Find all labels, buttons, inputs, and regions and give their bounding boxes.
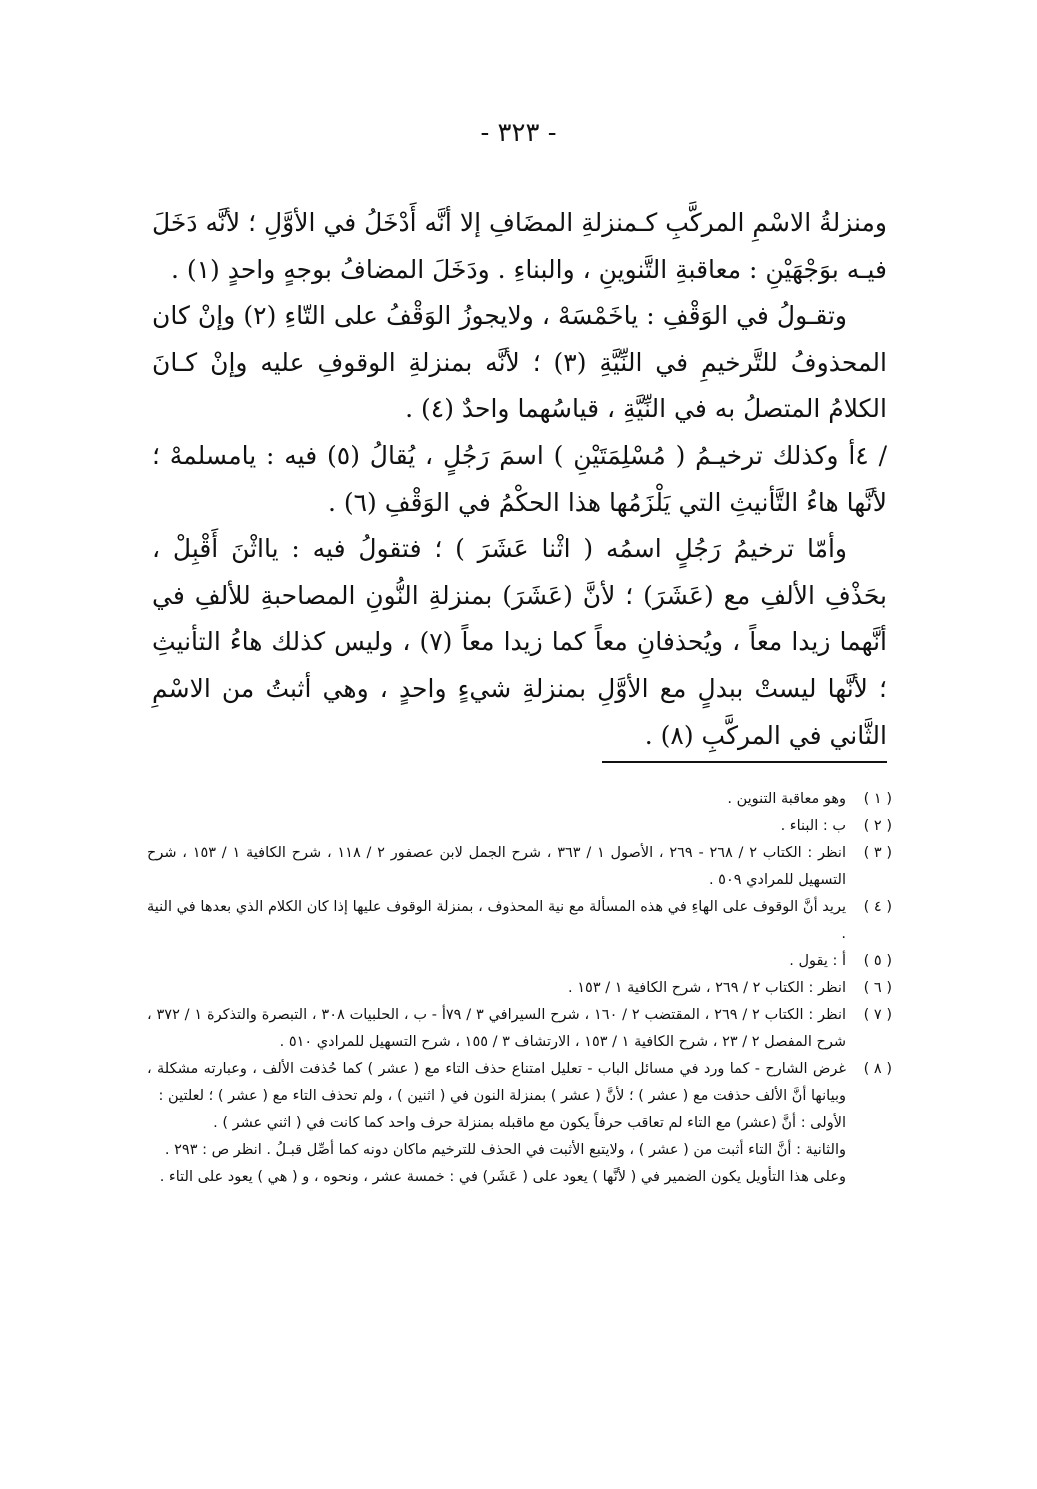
paragraph: / ٤أ وكذلك ترخيـمُ ( مُسْلِمَتَيْنِ ) اسمَ رَجُلٍ ، يُقالُ (٥) فيه : يامسلمهْ ؛ لأنَّها هاءُ التَّأنيثِ التي يَلْزَمُها هذا الحكْمُ في الوَقْفِ (٦) . — [152, 440, 887, 517]
footnote-text: ب : البناء . — [780, 818, 846, 834]
footnote-text: انظر : الكتاب ٢ / ٢٦٩ ، شرح الكافية ١ / ١٥٣ . — [568, 980, 846, 996]
footnote-text: غرض الشارح - كما ورد في مسائل الباب - تعليل امتناع حذف التاء مع ( عشر ) كما حُذفت الألف ، وعبارته مشكلة ، وبيانها أنَّ الألف حذفت مع ( عشر ) ؛ لأنَّ ( عشر ) بمنزلة النون في ( اثنين ) ، ولم تحذف التاء مع ( عشر ) ؛ لعلتين : — [147, 1061, 846, 1104]
footnote-number: ( ٨ ) — [863, 1061, 892, 1077]
footnote — [147, 975, 892, 1002]
paragraph: وأمّا ترخيمُ رَجُلٍ اسمُه ( اثْنا عَشَرَ ) ؛ فتقولُ فيه : يااثْنَ أَقْبِلْ ، بحَذْفِ الألفِ مع (عَشَرَ) ؛ لأنَّ (عَشَرَ) بمنزلةِ النُّونِ المصاحبةِ للألفِ في أنَّهما زيدا معاً ، ويُحذفانِ معاً كما زيدا معاً (٧) ، وليس كذلك هاءُ التأنيثِ ؛ لأنَّها ليستْ ببدلٍ مع الأوَّلِ بمنزلةِ شيءٍ واحدٍ ، وهي أثبتُ من الاسْمِ الثَّاني في المركَّبِ (٨) . — [152, 534, 887, 750]
paragraph: ومنزلةُ الاسْمِ المركَّبِ كـمنزلةِ المضَافِ إلا أنَّه أَدْخَلُ في الأوَّلِ ؛ لأنَّه دَخَلَ فيـه بوَجْهَيْنِ : معاقبةِ التَّنوينِ ، والبناءِ . ودَخَلَ المضافُ بوجهٍ واحدٍ (١) . — [152, 208, 887, 284]
footnote — [147, 840, 892, 894]
footnote — [147, 1002, 892, 1056]
main-text — [152, 200, 887, 759]
footnote-text: وهو معاقبة التنوين . — [727, 791, 846, 807]
footnote-number: ( ٧ ) — [863, 1007, 892, 1023]
footnote-number: ( ٢ ) — [863, 818, 892, 834]
page-number: - ٣٢٣ - — [480, 118, 557, 148]
footnote-number: ( ٦ ) — [863, 980, 892, 996]
footnote-text: وعلى هذا التأويل يكون الضمير في ( لأنَّها ) يعود على ( عَشَر) في : خمسة عشر ، ونحوه ، و ( هي ) يعود على التاء . — [159, 1169, 846, 1185]
footnotes — [147, 786, 892, 1191]
footnote-separator — [602, 761, 887, 763]
footnote-number: ( ٤ ) — [863, 899, 892, 915]
footnote-text: والثانية : أنَّ التاء أثبت من ( عشر ) ، ولايتبع الأثبت في الحذف للترخيم ماكان دونه كما أصِّل قبـلُ . انظر ص : ٢٩٣ . — [164, 1142, 846, 1158]
footnote-number: ( ١ ) — [863, 791, 892, 807]
footnote-text: أ : يقول . — [789, 953, 846, 969]
footnote-text: يريد أنَّ الوقوف على الهاءِ في هذه المسألة مع نية المحذوف ، بمنزلة الوقوف عليها إذا كان الكلام الذي بعدها في النية . — [147, 899, 846, 942]
footnote — [147, 786, 892, 813]
footnote-text: انظر : الكتاب ٢ / ٢٦٩ ، المقتضب ٢ / ١٦٠ ، شرح السيرافي ٣ / ٧٩أ - ب ، الحلبيات ٣٠٨ ، التبصرة والتذكرة ١ / ٣٧٢ ، شرح المفصل ٢ / ٢٣ ، شرح الكافية ١ / ١٥٣ ، الارتشاف ٣ / ١٥٥ ، شرح التسهيل للمرادي ٥١٠ . — [147, 1007, 847, 1050]
footnote — [147, 894, 892, 948]
footnote-number: ( ٥ ) — [863, 953, 892, 969]
footnote-number: ( ٣ ) — [863, 845, 892, 861]
footnote — [147, 813, 892, 840]
footnote — [147, 1056, 892, 1191]
footnote-text: الأولى : أنَّ (عشر) مع التاء لم تعاقب حرفاً يكون مع ماقبله بمنزلة حرف واحد كما كانت في ( اثني عشر ) . — [213, 1115, 846, 1131]
paragraph: وتقـولُ في الوَقْفِ : ياخَمْسَهْ ، ولايجوزُ الوَقْفُ على التّاءِ (٢) وإنْ كان المحذوفُ للتَّرخيمِ في النِّيَّةِ (٣) ؛ لأنَّه بمنزلةِ الوقوفِ عليه وإنْ كـانَ الكلامُ المتصلُ به في النِّيَّةِ ، قياسُهما واحدٌ (٤) . — [152, 301, 887, 424]
footnote-text: انظر : الكتاب ٢ / ٢٦٨ - ٢٦٩ ، الأصول ١ / ٣٦٣ ، شرح الجمل لابن عصفور ٢ / ١١٨ ، شرح الكافية ١ / ١٥٣ ، شرح التسهيل للمرادي ٥٠٩ . — [147, 845, 846, 888]
footnote — [147, 948, 892, 975]
